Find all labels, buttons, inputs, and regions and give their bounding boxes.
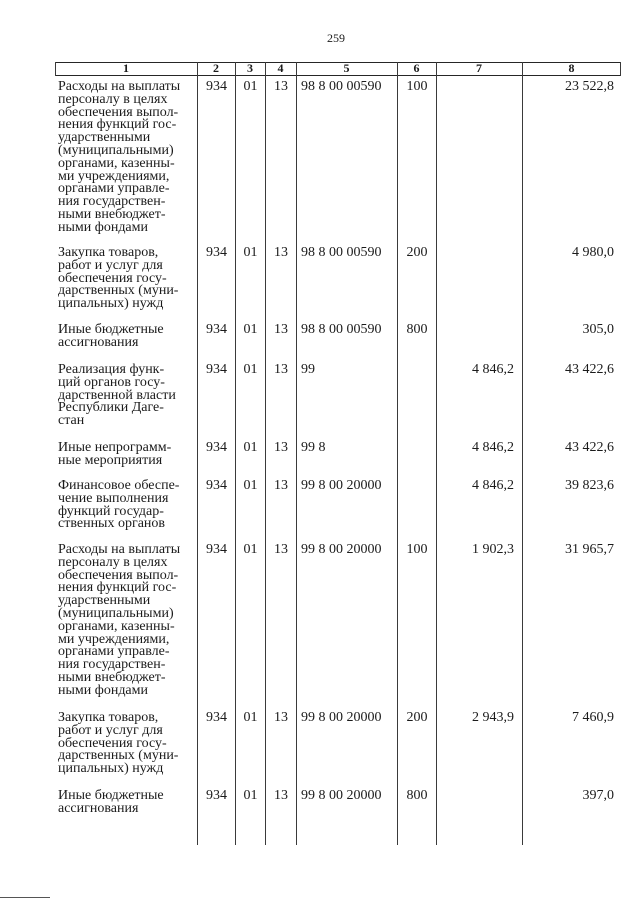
header-col-8: 8 bbox=[568, 61, 575, 75]
subsection-cell: 13 bbox=[274, 710, 288, 725]
header-col-5: 5 bbox=[343, 61, 350, 75]
column-divider bbox=[296, 62, 297, 845]
name-cell: Закупка товаров, работ и услуг для обеспечения госу- дарственных (муни- ципальных) нужд bbox=[58, 710, 179, 777]
target-article-cell: 99 8 00 20000 bbox=[301, 710, 382, 725]
expense-type-cell: 800 bbox=[406, 788, 428, 803]
amount-col-7-cell: 4 846,2 bbox=[472, 478, 514, 493]
section-cell: 01 bbox=[243, 362, 258, 377]
column-divider bbox=[397, 62, 398, 845]
grbs-cell: 934 bbox=[206, 478, 227, 493]
scan-edge-line bbox=[0, 897, 50, 898]
table-row bbox=[0, 710, 640, 777]
expense-type-cell: 200 bbox=[406, 245, 428, 260]
name-cell: Реализация функ- ций органов госу- дарственной власти Республики Даге- стан bbox=[58, 362, 176, 429]
table-row bbox=[0, 245, 640, 312]
header-col-6: 6 bbox=[413, 61, 420, 75]
header-bottom-border bbox=[55, 75, 621, 76]
grbs-cell: 934 bbox=[206, 362, 227, 377]
subsection-cell: 13 bbox=[274, 478, 288, 493]
table-row bbox=[0, 478, 640, 532]
page-number: 259 bbox=[327, 31, 345, 45]
table-row bbox=[0, 440, 640, 468]
amount-col-8-cell: 7 460,9 bbox=[572, 710, 614, 725]
name-cell: Иные бюджетные ассигнования bbox=[58, 788, 164, 816]
grbs-cell: 934 bbox=[206, 322, 227, 337]
table-row bbox=[0, 542, 640, 698]
table-row bbox=[0, 788, 640, 816]
grbs-cell: 934 bbox=[206, 542, 227, 557]
table-row bbox=[0, 79, 640, 235]
target-article-cell: 99 8 00 20000 bbox=[301, 478, 382, 493]
grbs-cell: 934 bbox=[206, 788, 227, 803]
target-article-cell: 98 8 00 00590 bbox=[301, 245, 382, 260]
expense-type-cell: 100 bbox=[406, 542, 428, 557]
section-cell: 01 bbox=[243, 788, 258, 803]
name-cell: Закупка товаров, работ и услуг для обеспечения госу- дарственных (муни- ципальных) нужд bbox=[58, 245, 179, 312]
amount-col-8-cell: 397,0 bbox=[582, 788, 614, 803]
header-col-3: 3 bbox=[247, 61, 253, 75]
expense-type-cell: 800 bbox=[406, 322, 428, 337]
grbs-cell: 934 bbox=[206, 440, 227, 455]
amount-col-7-cell: 4 846,2 bbox=[472, 362, 514, 377]
subsection-cell: 13 bbox=[274, 79, 288, 94]
expense-type-cell: 100 bbox=[406, 79, 428, 94]
header-col-1: 1 bbox=[123, 61, 129, 75]
subsection-cell: 13 bbox=[274, 440, 288, 455]
name-cell: Иные непрограмм- ные мероприятия bbox=[58, 440, 172, 468]
expense-type-cell: 200 bbox=[406, 710, 428, 725]
amount-col-8-cell: 23 522,8 bbox=[565, 79, 614, 94]
table-row bbox=[0, 362, 640, 429]
header-col-2: 2 bbox=[213, 61, 219, 75]
grbs-cell: 934 bbox=[206, 79, 227, 94]
amount-col-7-cell: 2 943,9 bbox=[472, 710, 514, 725]
target-article-cell: 98 8 00 00590 bbox=[301, 322, 382, 337]
section-cell: 01 bbox=[243, 440, 258, 455]
section-cell: 01 bbox=[243, 322, 258, 337]
amount-col-8-cell: 43 422,6 bbox=[565, 440, 614, 455]
target-article-cell: 99 8 bbox=[301, 440, 326, 455]
subsection-cell: 13 bbox=[274, 245, 288, 260]
amount-col-8-cell: 31 965,7 bbox=[565, 542, 614, 557]
amount-col-8-cell: 4 980,0 bbox=[572, 245, 614, 260]
name-cell: Финансовое обеспе- чение выполнения функций государ- ственных органов bbox=[58, 478, 180, 532]
grbs-cell: 934 bbox=[206, 245, 227, 260]
table-row bbox=[0, 322, 640, 350]
name-cell: Иные бюджетные ассигнования bbox=[58, 322, 164, 350]
subsection-cell: 13 bbox=[274, 322, 288, 337]
name-cell: Расходы на выплаты персоналу в целях обеспечения выпол- нения функций гос- ударственными (муниципальными) органами, казенны- ми учреждениями, органами управле- ния государствен- ными внебюджет- ными фондами bbox=[58, 542, 181, 698]
amount-col-7-cell: 4 846,2 bbox=[472, 440, 514, 455]
target-article-cell: 98 8 00 00590 bbox=[301, 79, 382, 94]
header-col-7: 7 bbox=[476, 61, 482, 75]
section-cell: 01 bbox=[243, 542, 258, 557]
subsection-cell: 13 bbox=[274, 362, 288, 377]
section-cell: 01 bbox=[243, 245, 258, 260]
header-col-4: 4 bbox=[277, 61, 284, 75]
grbs-cell: 934 bbox=[206, 710, 227, 725]
target-article-cell: 99 8 00 20000 bbox=[301, 542, 382, 557]
amount-col-8-cell: 305,0 bbox=[582, 322, 614, 337]
subsection-cell: 13 bbox=[274, 788, 288, 803]
section-cell: 01 bbox=[243, 710, 258, 725]
amount-col-8-cell: 39 823,6 bbox=[565, 478, 614, 493]
target-article-cell: 99 8 00 20000 bbox=[301, 788, 382, 803]
subsection-cell: 13 bbox=[274, 542, 288, 557]
section-cell: 01 bbox=[243, 79, 258, 94]
section-cell: 01 bbox=[243, 478, 258, 493]
target-article-cell: 99 bbox=[301, 362, 315, 377]
name-cell: Расходы на выплаты персоналу в целях обеспечения выпол- нения функций гос- ударственными (муниципальными) органами, казенны- ми учреждениями, органами управле- ния государствен- ными внебюджет- ными фондами bbox=[58, 79, 181, 235]
amount-col-7-cell: 1 902,3 bbox=[472, 542, 514, 557]
amount-col-8-cell: 43 422,6 bbox=[565, 362, 614, 377]
